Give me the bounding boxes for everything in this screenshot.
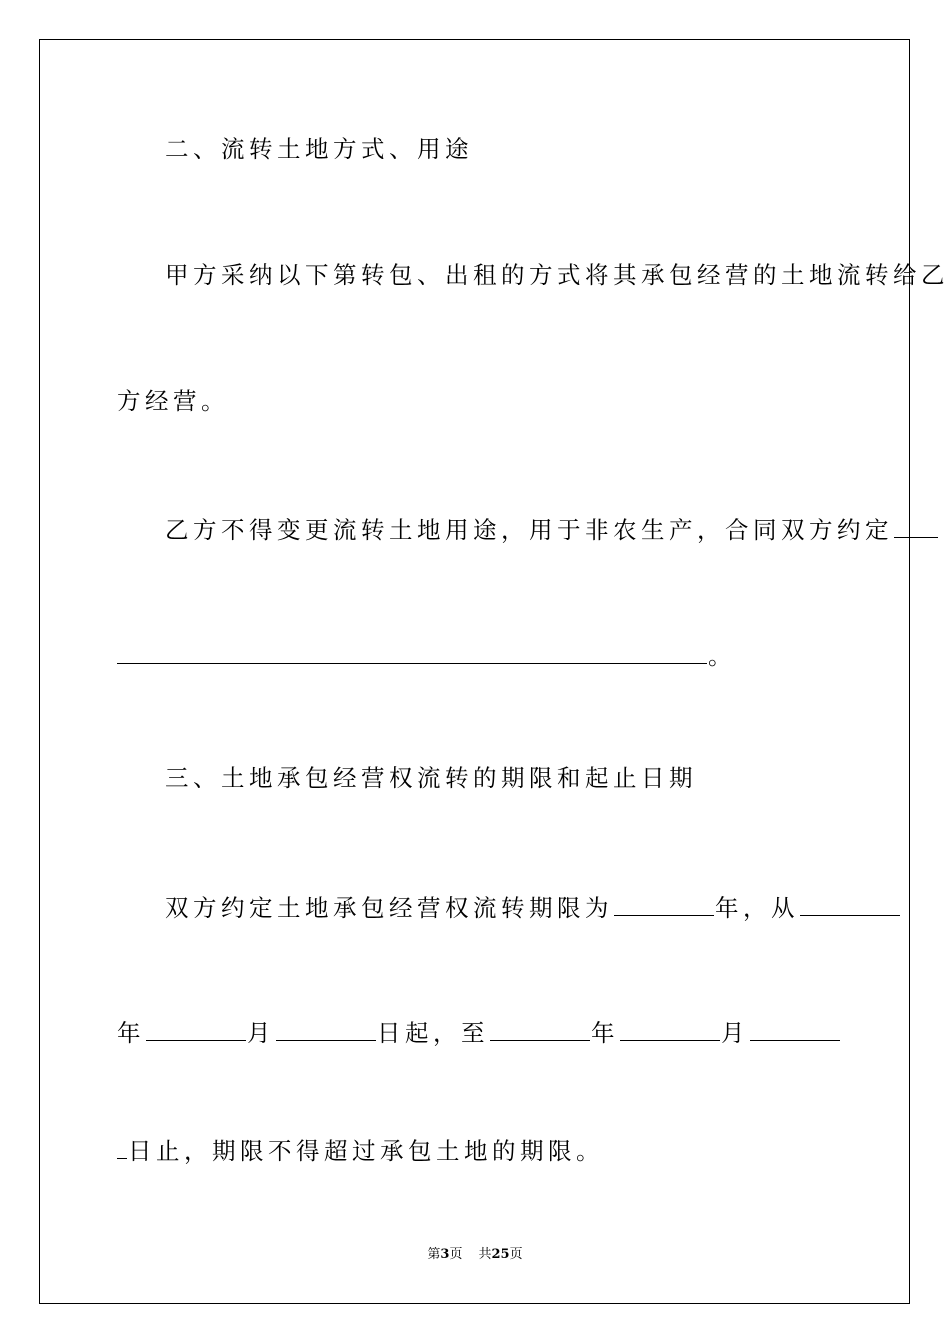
footer-page-number: 3 xyxy=(440,1247,450,1262)
paragraph-3-line-2 xyxy=(117,1018,841,1046)
paragraph-1-line-1: 甲方采纳以下第转包、出租的方式将其承包经营的土地流转给乙 xyxy=(165,261,949,289)
year-label: 年 xyxy=(117,1019,145,1047)
term-text: 双方约定土地承包经营权流转期限为 xyxy=(165,894,613,922)
start-year-blank xyxy=(800,893,900,916)
paragraph-1-line-2: 方经营。 xyxy=(117,387,229,415)
footer-total-prefix: 共 xyxy=(478,1247,492,1262)
term-limit-text: 日止，期限不得超过承包土地的期限。 xyxy=(128,1137,604,1165)
blank-field xyxy=(117,1136,127,1159)
paragraph-2-end: 。 xyxy=(708,642,736,670)
day-from-label: 日起，至 xyxy=(377,1019,489,1047)
footer-page-prefix: 第 xyxy=(427,1247,441,1262)
paragraph-3-line-3 xyxy=(117,1136,604,1164)
paragraph-3-line-1 xyxy=(165,893,901,921)
term-years-blank xyxy=(614,893,714,916)
footer-page-suffix: 页 xyxy=(449,1247,463,1262)
blank-field xyxy=(117,641,707,664)
month-label: 月 xyxy=(247,1019,275,1047)
section-3-title: 三、土地承包经营权流转的期限和起止日期 xyxy=(165,764,697,792)
month-label-2: 月 xyxy=(721,1019,749,1047)
page-footer xyxy=(0,1248,950,1261)
footer-total-number: 25 xyxy=(491,1247,510,1262)
footer-total-suffix: 页 xyxy=(509,1247,523,1262)
start-month-blank xyxy=(146,1018,246,1041)
paragraph-2-line-1 xyxy=(165,515,939,543)
section-2-title: 二、流转土地方式、用途 xyxy=(165,135,473,163)
year-label-2: 年 xyxy=(591,1019,619,1047)
start-day-blank xyxy=(276,1018,376,1041)
end-month-blank xyxy=(620,1018,720,1041)
paragraph-2-text: 乙方不得变更流转土地用途，用于非农生产，合同双方约定 xyxy=(165,516,893,544)
end-day-blank xyxy=(750,1018,840,1041)
paragraph-2-line-2 xyxy=(117,641,736,669)
page-border xyxy=(39,39,910,1304)
blank-field xyxy=(894,515,938,538)
year-from-text: 年，从 xyxy=(715,894,799,922)
end-year-blank xyxy=(490,1018,590,1041)
